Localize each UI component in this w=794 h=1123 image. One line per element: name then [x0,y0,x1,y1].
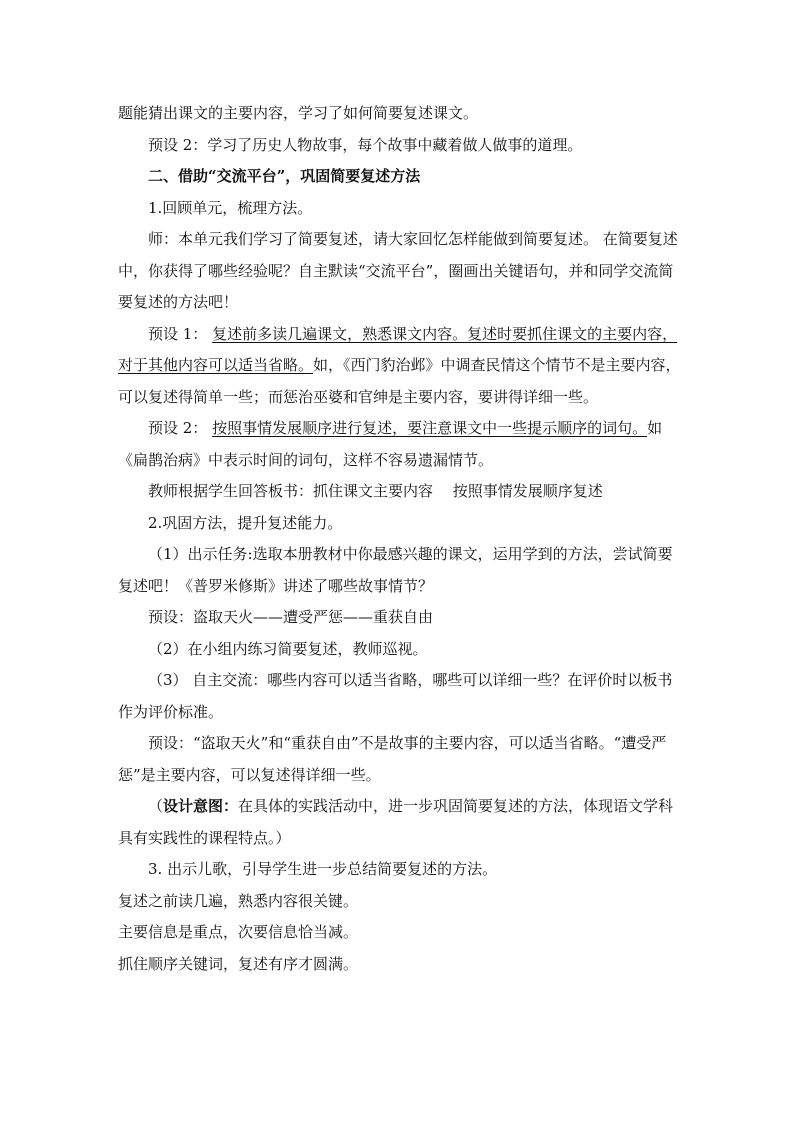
preset-2-rest: 如《扁鹊治病》中表示时间的词句，这样不容易遗漏情节。 [118,419,663,469]
preset-1-underlined: 复述前多读几遍课文，熟悉课文内容。复述时要抓住课文的主要内容，对于其他内容可以适当省略。 [118,324,678,374]
design-intent-label: 设计意图： [163,797,239,815]
preset-2-lead: 预设 2： [148,419,213,437]
step-3-heading: 3. 出示儿歌，引导学生进一步总结简要复述的方法。 [148,860,498,878]
poem-line-2: 主要信息是重点，次要信息恰当减。 [118,923,359,941]
section-heading: 二、借助“交流平台”，巩固简要复述方法 [148,167,421,185]
step-1-heading: 1.回顾单元，梳理方法。 [148,198,313,217]
paragraph-preset-2: 预设 2：学习了历史人物故事，每个故事中藏着做人做事的道理。 [148,135,583,154]
task-1: （1）出示任务:选取本册教材中你最感兴趣的课文，运用学到的方法，尝试简要复述吧！《普罗米修斯》讲述了哪些故事情节？ [118,545,673,595]
task-2: （2）在小组内练习简要复述，教师巡视。 [148,639,428,658]
document-body [118,98,682,980]
design-intent [118,791,682,854]
step-2-heading: 2.巩固方法，提升复述能力。 [148,513,343,532]
poem-line-1: 复述之前读几遍，熟悉内容很关键。 [118,891,359,910]
preset-2-paragraph [118,413,682,476]
preset-2-underlined: 按照事情发展顺序进行复述，要注意课文中一些提示顺序的词句。 [212,419,648,437]
design-intent-text: 在具体的实践活动中，进一步巩固简要复述的方法，体现语文学科具有实践性的课程特点。） [118,797,674,847]
task-3-preset: 预设：“盗取天火”和“重获自由”不是故事的主要内容，可以适当省略。“遭受严惩”是主要内容，可以复述得详细一些。 [118,734,667,784]
paragraph-1: 题能猜出课文的主要内容，学习了如何简要复述课文。 [118,104,479,122]
preset-1-rest: 如，《西门豹治邺》中调查民情这个情节不是主要内容，可以复述得简单一些；而惩治巫婆和官绅是主要内容，要讲得详细一些。 [118,356,681,406]
task-3: （3） 自主交流：哪些内容可以适当省略，哪些可以详细一些？在评价时以板书作为评价标准。 [118,671,673,721]
design-intent-open: （ [148,797,164,815]
preset-1-paragraph [118,319,682,414]
board-summary: 教师根据学生回答板书：抓住课文主要内容 按照事情发展顺序复述 [148,482,603,500]
poem-line-3: 抓住顺序关键词，复述有序才圆满。 [118,954,359,973]
teacher-prompt: 师：本单元我们学习了简要复述，请大家回忆怎样能做到简要复述。 在简要复述中，你获得了哪些经验呢？自主默读“交流平台”，圈画出关键语句，并和同学交流简要复述的方法吧！ [118,230,678,311]
task-1-preset: 预设：盗取天火——遭受严惩——重获自由 [148,608,434,626]
preset-1-lead: 预设 1： [148,324,213,343]
